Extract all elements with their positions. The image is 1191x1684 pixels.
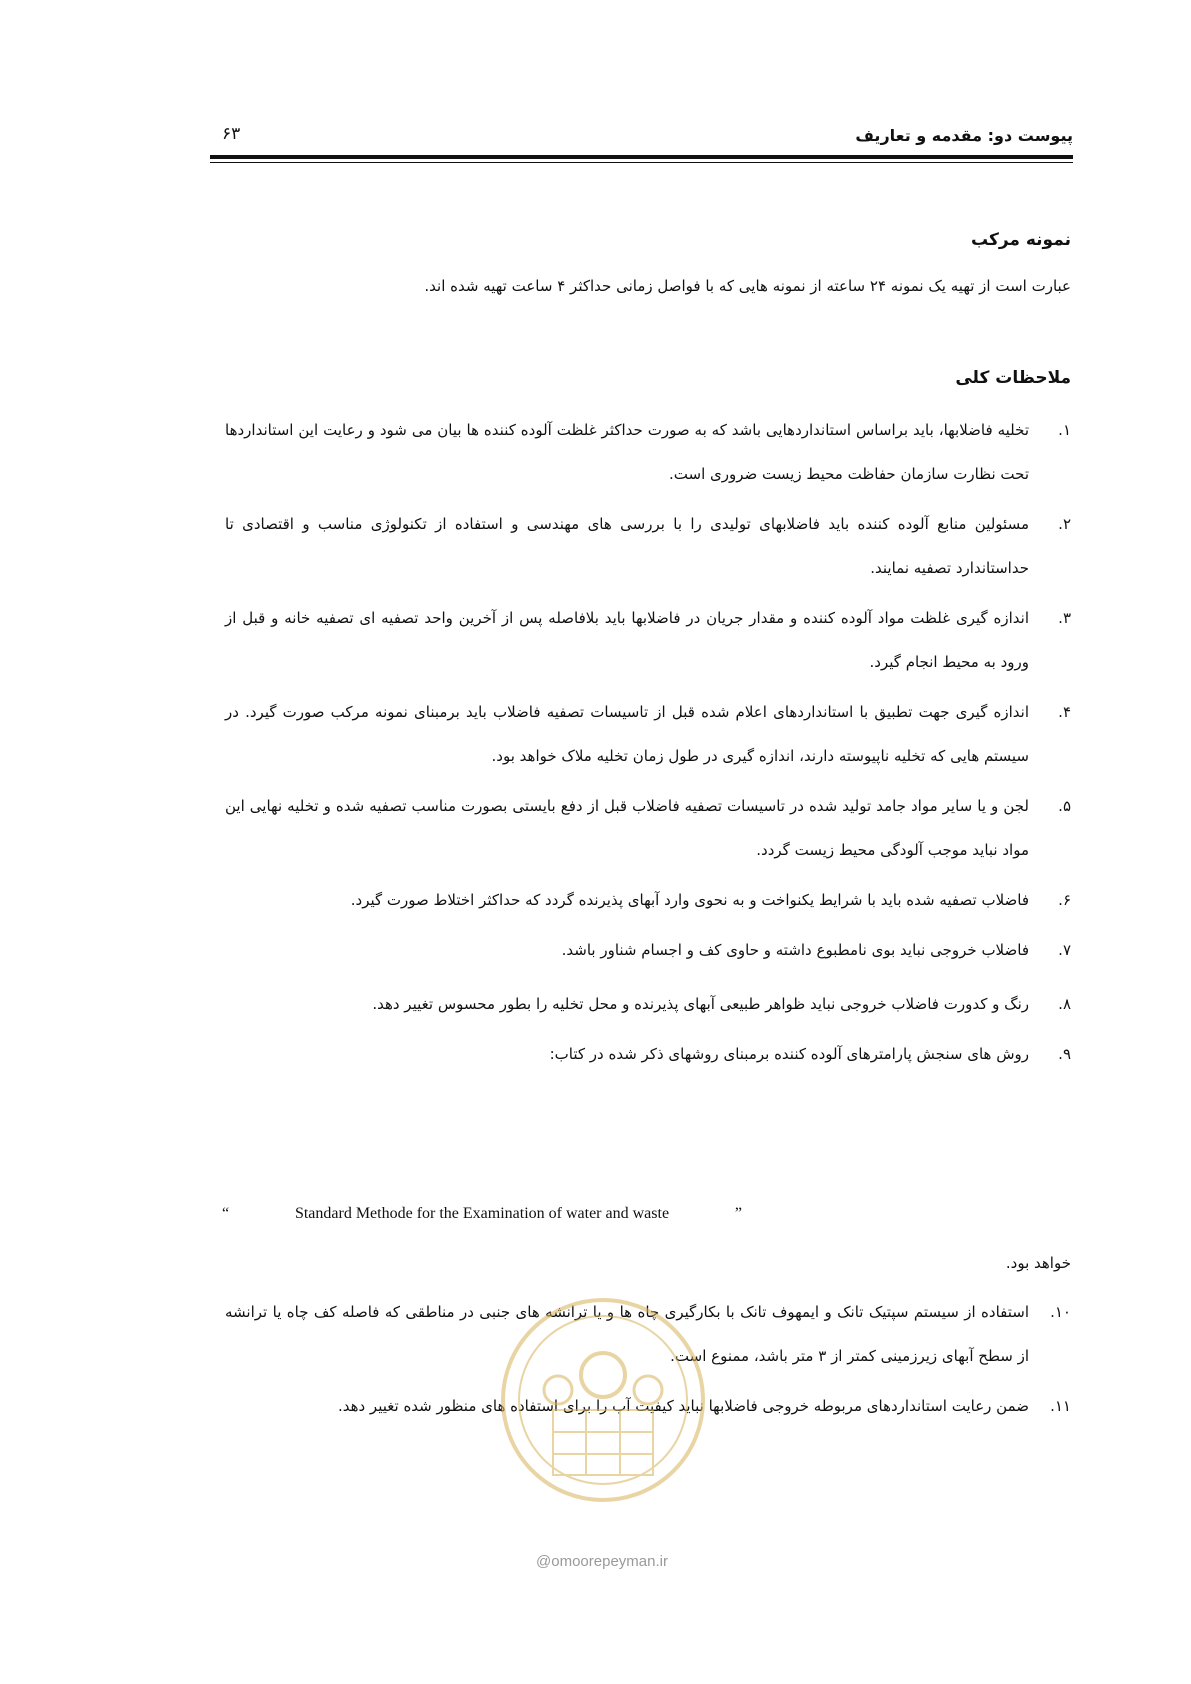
list-item-number: ۵. — [1058, 797, 1071, 815]
list-item-text: مسئولین منابع آلوده کننده باید فاضلابهای تولیدی را با بررسی های مهندسی و استفاده از تکنولوژی مناسب و اقتصادی تا حداستاندارد تصفیه نمایند. — [225, 515, 1029, 577]
header-rule-thick — [210, 155, 1073, 159]
list-item-number: ۲. — [1058, 515, 1071, 533]
reference-title: Standard Methode for the Examination of water and waste — [294, 1205, 670, 1222]
watermark-seal-icon — [488, 1280, 718, 1530]
list-item-number: ۸. — [1058, 995, 1071, 1013]
section-title-composite-sample: نمونه مرکب — [970, 230, 1071, 250]
list-item-number: ۱. — [1058, 421, 1071, 439]
list-item — [225, 408, 1071, 496]
list-item-number: ۷. — [1058, 941, 1071, 959]
list-item — [225, 596, 1071, 684]
list-item — [225, 502, 1071, 590]
list-item — [225, 690, 1071, 778]
section-title-general-considerations: ملاحظات کلی — [955, 368, 1071, 388]
list-item-text: استفاده از سیستم سپتیک تانک و ایمهوف تانک با بکارگیری چاه ها و یا ترانشه های جنبی در مناطقی که فاصله کف چاه یا ترانشه از سطح آبهای زیرزمینی کمتر از ۳ متر باشد، ممنوع است. — [225, 1303, 1029, 1365]
list-item-number: ۹. — [1058, 1045, 1071, 1063]
list-item-number: ۳. — [1058, 609, 1071, 627]
running-header — [210, 122, 1073, 152]
list-item-text: اندازه گیری غلظت مواد آلوده کننده و مقدار جریان در فاضلابها باید بلافاصله پس از آخرین واحد تصفیه ای تصفیه خانه و قبل از ورود به محیط انجام گیرد. — [225, 609, 1029, 671]
reference-close-quote: ” — [734, 1205, 742, 1222]
list-item-number: ۶. — [1058, 891, 1071, 909]
list-item — [225, 928, 1071, 972]
list-item — [225, 878, 1071, 922]
considerations-list — [225, 408, 1071, 1086]
standard-methods-reference — [222, 1205, 742, 1223]
list-item-text: تخلیه فاضلابها، باید براساس استانداردهایی باشد که به صورت حداکثر غلظت آلوده کننده ها بیان می شود و رعایت این استانداردها تحت نظارت سازمان حفاظت محیط زیست ضروری است. — [225, 421, 1029, 483]
list-item-text: ضمن رعایت استانداردهای مربوطه خروجی فاضلابها نباید کیفیت آب را برای استفاده های منظور شده تغییر دهد. — [337, 1397, 1029, 1415]
list-item-text: رنگ و کدورت فاضلاب خروجی نباید ظواهر طبیعی آبهای پذیرنده و محل تخلیه را بطور محسوس تغییر دهد. — [372, 995, 1029, 1013]
list-item-text: فاضلاب خروجی نباید بوی نامطبوع داشته و حاوی کف و اجسام شناور باشد. — [561, 941, 1029, 959]
list-item — [225, 982, 1071, 1026]
reference-open-quote: “ — [222, 1205, 230, 1222]
list-item — [225, 1032, 1071, 1076]
reference-continuation-text: خواهد بود. — [1005, 1254, 1071, 1272]
watermark-url: @omoorepeyman.ir — [536, 1553, 668, 1570]
list-item-text: روش های سنجش پارامترهای آلوده کننده برمبنای روشهای ذکر شده در کتاب: — [549, 1045, 1029, 1063]
list-item-text: اندازه گیری جهت تطبیق با استانداردهای اعلام شده قبل از تاسیسات تصفیه فاضلاب باید برمبنای نمونه مرکب صورت گیرد. در سیستم هایی که تخلیه ناپیوسته دارند، اندازه گیری در طول زمان تخلیه ملاک خواهد بود. — [225, 703, 1029, 765]
page-number: ۶۳ — [222, 124, 241, 144]
list-item-number: ۱۰. — [1050, 1303, 1071, 1321]
list-item-text: فاضلاب تصفیه شده باید با شرایط یکنواخت و به نحوی وارد آبهای پذیرنده گردد که حداکثر اختلاط صورت گیرد. — [350, 891, 1029, 909]
list-item-text: لجن و یا سایر مواد جامد تولید شده در تاسیسات تصفیه فاضلاب قبل از دفع بایستی بصورت مناسب تصفیه شده و تخلیه نهایی این مواد نباید موجب آلودگی محیط زیست گردد. — [225, 797, 1029, 859]
list-item-number: ۱۱. — [1050, 1397, 1071, 1415]
list-item-number: ۴. — [1058, 703, 1071, 721]
list-item — [225, 784, 1071, 872]
header-rule-thin — [210, 162, 1073, 163]
running-title: پیوست دو: مقدمه و تعاریف — [855, 126, 1073, 145]
section-definition-text: عبارت است از تهیه یک نمونه ۲۴ ساعته از نمونه هایی که با فواصل زمانی حداکثر ۴ ساعت تهیه شده اند. — [424, 277, 1071, 295]
